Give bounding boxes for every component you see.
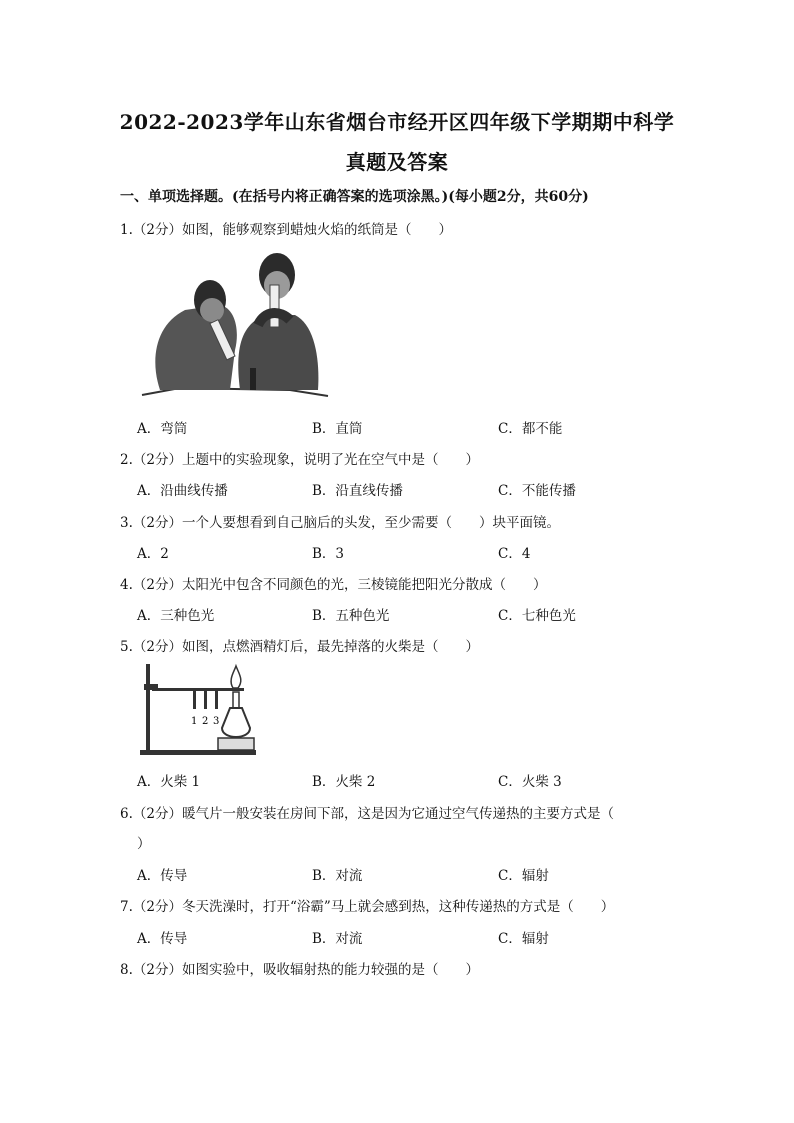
- q7-option-a: A．传导: [137, 931, 188, 947]
- match-label-3: 3: [213, 716, 220, 727]
- q7-option-b: B．对流: [312, 931, 363, 947]
- q5-option-b: B．火柴 2: [312, 774, 376, 790]
- q1-option-a: A．弯筒: [137, 421, 188, 437]
- q1-option-b: B．直筒: [312, 421, 363, 437]
- page-subtitle: 真题及答案: [345, 150, 449, 174]
- page-title: 2022-2023学年山东省烟台市经开区四年级下学期期中科学: [119, 110, 675, 134]
- q5-option-c: C．火柴 3: [498, 774, 562, 790]
- question-2: 2.（2分）上题中的实验现象，说明了光在空气中是（ ）: [120, 452, 479, 468]
- q2-option-b: B．沿直线传播: [312, 483, 403, 499]
- question-8: 8.（2分）如图实验中，吸收辐射热的能力较强的是（ ）: [120, 962, 479, 978]
- question-5: 5.（2分）如图，点燃酒精灯后，最先掉落的火柴是（ ）: [120, 639, 479, 655]
- q4-option-b: B．五种色光: [312, 608, 390, 624]
- q7-option-c: C．辐射: [498, 931, 549, 947]
- q3-option-a: A．2: [137, 546, 169, 562]
- question-3: 3.（2分）一个人要想看到自己脑后的头发，至少需要（ ）块平面镜。: [120, 515, 560, 531]
- q6-option-a: A．传导: [137, 868, 188, 884]
- q2-option-a: A．沿曲线传播: [137, 483, 228, 499]
- q4-option-c: C．七种色光: [498, 608, 576, 624]
- q4-option-a: A．三种色光: [137, 608, 215, 624]
- q5-option-a: A．火柴 1: [137, 774, 201, 790]
- q2-option-c: C．不能传播: [498, 483, 576, 499]
- figure-boys-tubes: [140, 250, 330, 400]
- question-6: 6.（2分）暖气片一般安装在房间下部，这是因为它通过空气传递热的主要方式是（: [120, 806, 614, 822]
- q1-option-c: C．都不能: [498, 421, 563, 437]
- q3-option-c: C．4: [498, 546, 531, 562]
- q6-option-b: B．对流: [312, 868, 363, 884]
- question-1: 1.（2分）如图，能够观察到蜡烛火焰的纸筒是（ ）: [120, 222, 452, 238]
- match-label-2: 2: [202, 716, 209, 727]
- question-4: 4.（2分）太阳光中包含不同颜色的光，三棱镜能把阳光分散成（ ）: [120, 577, 547, 593]
- question-6-continued: ）: [137, 836, 151, 852]
- section-heading: 一、单项选择题。(在括号内将正确答案的选项涂黑。)(每小题2分，共60分): [120, 189, 589, 205]
- q3-option-b: B．3: [312, 546, 345, 562]
- figure-alcohol-lamp-rod: [138, 662, 258, 758]
- q6-option-c: C．辐射: [498, 868, 549, 884]
- match-label-1: 1: [191, 716, 198, 727]
- question-7: 7.（2分）冬天洗澡时，打开“浴霸”马上就会感到热，这种传递热的方式是（ ）: [120, 899, 615, 915]
